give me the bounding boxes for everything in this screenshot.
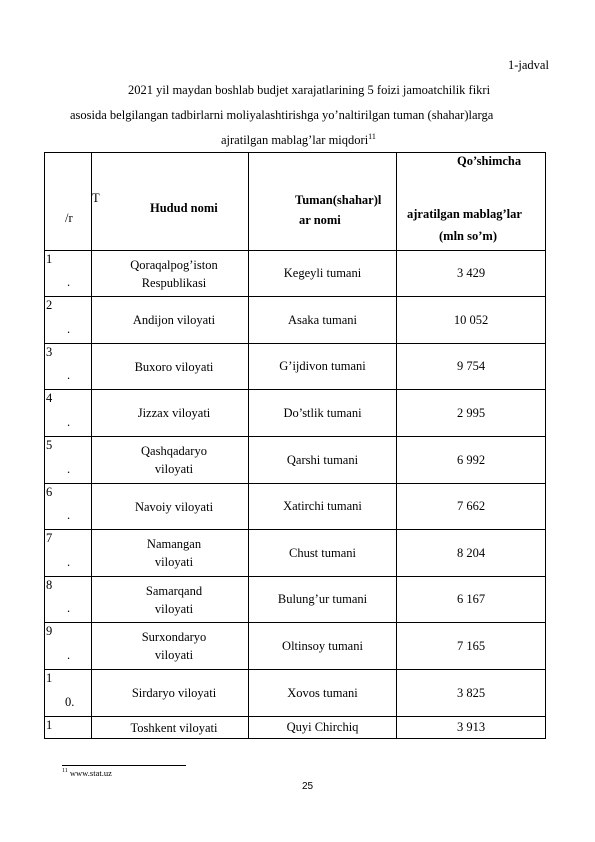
table-row — [45, 717, 546, 739]
row-number-cell — [45, 390, 92, 437]
row-number: 6 — [46, 485, 53, 499]
row-number-cell — [45, 437, 92, 484]
page-number: 25 — [302, 781, 314, 792]
region-line-1: Surxondaryo — [141, 630, 207, 644]
district-cell: Do’stlik tumani — [249, 390, 397, 437]
footnote-text: www.stat.uz — [67, 768, 112, 778]
region-line-1: Andijon viloyati — [132, 313, 216, 327]
table-row — [45, 484, 546, 530]
region-line-2: viloyati — [154, 601, 194, 616]
row-number: 5 — [46, 438, 53, 452]
row-dot: . — [67, 368, 71, 382]
col4-header-line2: ajratilgan mablag’lar — [407, 207, 522, 221]
row-number: 7 — [46, 531, 53, 545]
row-number-cell — [45, 670, 92, 717]
col1-header: /r — [65, 211, 73, 225]
amount-cell: 2 995 — [397, 390, 546, 437]
region-cell — [92, 344, 249, 390]
region-cell — [92, 717, 249, 739]
row-number: 3 — [46, 345, 53, 359]
row-number-cell — [45, 577, 92, 623]
amount-cell: 7 165 — [397, 623, 546, 670]
table-label: 1-jadval — [508, 58, 549, 72]
col2-header-prefix: T — [92, 191, 100, 205]
region-line-1: Buxoro viloyati — [134, 359, 214, 374]
header-cell-district — [249, 153, 397, 251]
district-cell: Oltinsoy tumani — [249, 623, 397, 670]
region-cell — [92, 297, 249, 344]
region-cell — [92, 251, 249, 297]
row-dot: . — [67, 508, 71, 522]
title-line-3-text: ajratilgan mablag’lar miqdori — [221, 133, 369, 148]
district-cell: G’ijdivon tumani — [249, 344, 397, 390]
row-dot: . — [67, 275, 71, 289]
table-row — [45, 251, 546, 297]
region-line-2: viloyati — [154, 462, 194, 476]
amount-cell: 3 825 — [397, 670, 546, 717]
district-cell: Kegeyli tumani — [249, 251, 397, 297]
region-line-2: viloyati — [154, 648, 194, 662]
table-row — [45, 530, 546, 577]
region-line-1: Jizzax viloyati — [137, 406, 211, 420]
district-cell: Xatirchi tumani — [249, 484, 397, 530]
table-row — [45, 437, 546, 484]
region-cell — [92, 484, 249, 530]
district-cell: Qarshi tumani — [249, 437, 397, 484]
region-cell — [92, 530, 249, 577]
row-number: 1 — [46, 718, 53, 732]
row-dot: . — [67, 555, 71, 569]
row-dot: 0. — [65, 695, 75, 709]
table-header-row — [45, 153, 546, 251]
region-line-1: Sirdaryo viloyati — [131, 686, 217, 700]
amount-cell: 6 167 — [397, 577, 546, 623]
region-cell — [92, 623, 249, 670]
row-number-cell — [45, 717, 92, 739]
header-cell-amount — [397, 153, 546, 251]
row-number-cell — [45, 251, 92, 297]
district-cell: Chust tumani — [249, 530, 397, 577]
amount-cell: 8 204 — [397, 530, 546, 577]
amount-cell: 3 913 — [397, 717, 546, 739]
row-dot: . — [67, 322, 71, 336]
title-line-3 — [221, 132, 376, 148]
row-number: 1 — [46, 671, 53, 685]
region-line-1: Samarqand — [145, 583, 203, 598]
region-line-1: Toshkent viloyati — [130, 720, 218, 735]
district-cell: Quyi Chirchiq — [249, 717, 397, 739]
allocation-table — [44, 152, 546, 739]
region-line-2: viloyati — [154, 555, 194, 569]
table-row — [45, 344, 546, 390]
table-row — [45, 577, 546, 623]
amount-cell: 10 052 — [397, 297, 546, 344]
footnote-divider — [62, 765, 186, 766]
title-line-2: asosida belgilangan tadbirlarni moliyalashtirishga yo’naltirilgan tuman (shahar)larga — [70, 108, 494, 122]
header-cell-region — [92, 153, 249, 251]
row-dot: . — [67, 462, 71, 476]
footnote — [62, 768, 112, 778]
row-number: 4 — [46, 391, 53, 405]
table-row — [45, 670, 546, 717]
district-cell: Asaka tumani — [249, 297, 397, 344]
col3-header-line1: Tuman(shahar)l — [295, 193, 382, 207]
region-cell — [92, 437, 249, 484]
region-cell — [92, 670, 249, 717]
footnote-ref: 11 — [368, 132, 376, 141]
title-line-1: 2021 yil maydan boshlab budjet xarajatlarining 5 foizi jamoatchilik fikri — [128, 83, 491, 97]
table-row — [45, 390, 546, 437]
region-line-2: Respublikasi — [141, 275, 207, 290]
region-line-1: Qoraqalpog’iston — [130, 257, 218, 272]
row-number-cell — [45, 530, 92, 577]
region-cell — [92, 390, 249, 437]
district-cell: Bulung’ur tumani — [249, 577, 397, 623]
row-number-cell — [45, 623, 92, 670]
col2-header: Hudud nomi — [150, 201, 218, 215]
amount-cell: 7 662 — [397, 484, 546, 530]
region-line-1: Namangan — [146, 537, 202, 551]
row-number: 2 — [46, 298, 53, 312]
row-dot: . — [67, 648, 71, 662]
row-number: 8 — [46, 578, 53, 592]
row-number-cell — [45, 484, 92, 530]
row-number: 9 — [46, 624, 53, 638]
region-line-1: Qashqadaryo — [141, 444, 207, 458]
footnote-number: 11 — [62, 768, 68, 775]
row-number: 1 — [46, 252, 53, 266]
amount-cell: 3 429 — [397, 251, 546, 297]
amount-cell: 6 992 — [397, 437, 546, 484]
col3-header-line2: ar nomi — [299, 213, 341, 227]
row-dot: . — [67, 601, 71, 615]
header-cell-number — [45, 153, 92, 251]
region-line-1: Navoiy viloyati — [134, 499, 214, 514]
region-cell — [92, 577, 249, 623]
amount-cell: 9 754 — [397, 344, 546, 390]
district-cell: Xovos tumani — [249, 670, 397, 717]
table-row — [45, 297, 546, 344]
table-row — [45, 623, 546, 670]
row-dot: . — [67, 415, 71, 429]
col4-header-line1: Qo’shimcha — [457, 154, 522, 168]
row-number-cell — [45, 344, 92, 390]
col4-header-line3: (mln so’m) — [439, 229, 497, 243]
row-number-cell — [45, 297, 92, 344]
